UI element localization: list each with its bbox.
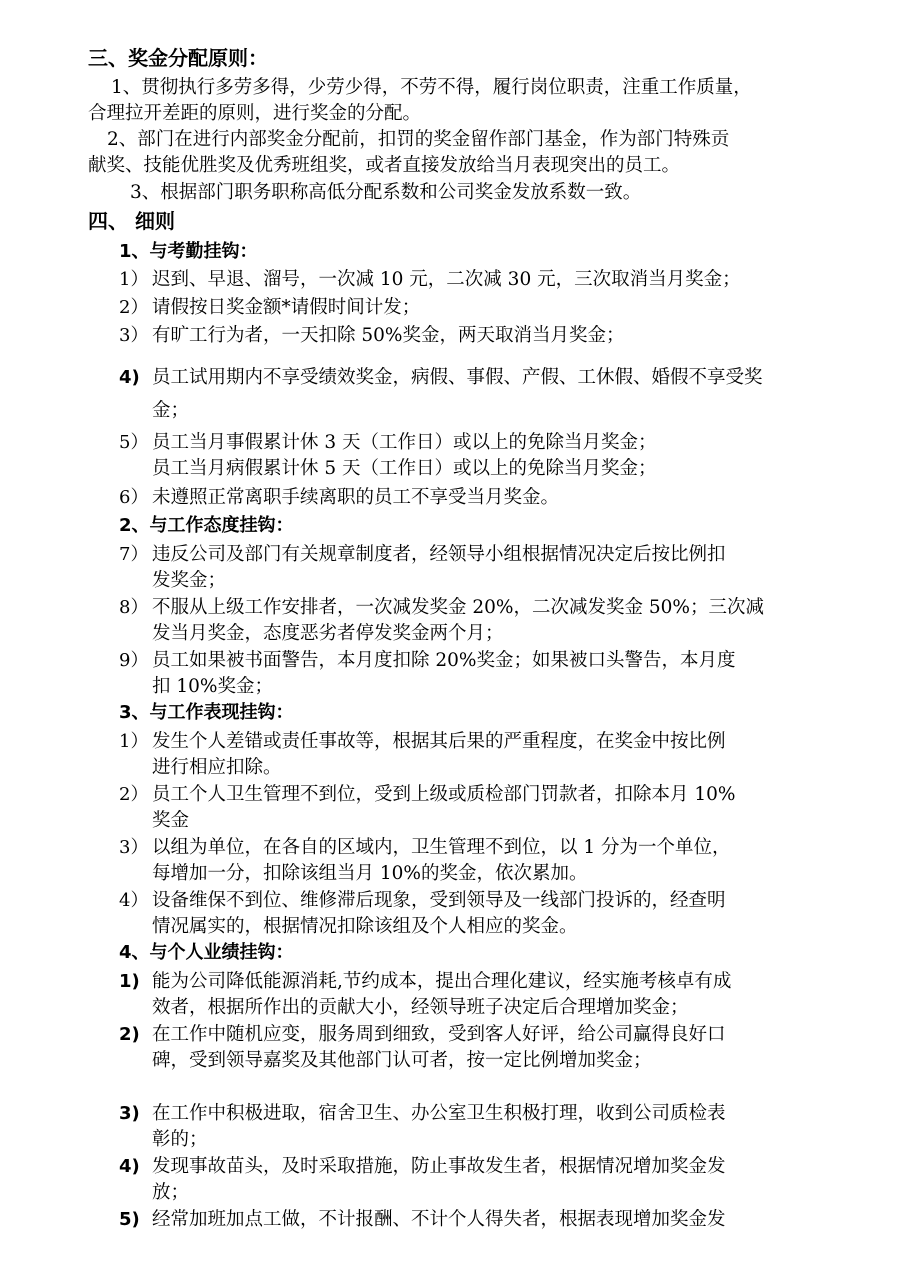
g4-item-2-line1: 在工作中随机应变，服务周到细致，受到客人好评，给公司赢得良好口: [152, 1024, 726, 1045]
g1-item-1-text: 迟到、早退、溜号，一次减 10 元，二次减 30 元，三次取消当月奖金；: [152, 269, 741, 290]
g3-item-4-num: 4）: [119, 890, 149, 911]
section-3-title: 三、奖金分配原则：: [88, 46, 268, 70]
g3-item-1-line1: 发生个人差错或责任事故等，根据其后果的严重程度，在奖金中按比例: [152, 731, 726, 752]
g2-item-9-num: 9）: [119, 650, 149, 671]
section-4-title: 四、 细则: [88, 209, 175, 233]
g2-item-8-line1: 不服从上级工作安排者，一次减发奖金 20%，二次减发奖金 50%；三次减: [152, 597, 765, 618]
g4-item-4-line1: 发现事故苗头，及时采取措施，防止事故发生者，根据情况增加奖金发: [152, 1156, 726, 1177]
g4-item-1-line2: 效者，根据所作出的贡献大小，经领导班子决定后合理增加奖金；: [152, 997, 689, 1018]
g2-item-8-line2: 发当月奖金，态度恶劣者停发奖金两个月；: [152, 623, 504, 644]
g4-item-4-line2: 放；: [152, 1182, 190, 1203]
g3-item-2-line1: 员工个人卫生管理不到位，受到上级或质检部门罚款者，扣除本月 10%: [152, 784, 736, 805]
group-2-title: 2、与工作态度挂钩：: [119, 515, 294, 536]
g1-item-3-text: 有旷工行为者，一天扣除 50%奖金，两天取消当月奖金；: [152, 325, 625, 346]
g1-item-2-text: 请假按日奖金额*请假时间计发；: [152, 297, 421, 318]
g3-item-4-line1: 设备维保不到位、维修滞后现象，受到领导及一线部门投诉的，经查明: [152, 890, 726, 911]
g1-item-6-text: 未遵照正常离职手续离职的员工不享受当月奖金。: [152, 487, 560, 508]
g4-item-3-num: 3): [119, 1103, 140, 1124]
sec3-p1-line1: 1、贯彻执行多劳多得，少劳少得，不劳不得，履行岗位职责，注重工作质量，: [111, 77, 752, 98]
g4-item-5-num: 5): [119, 1209, 140, 1230]
g3-item-2-line2: 奖金: [152, 810, 190, 831]
g1-item-2-num: 2）: [119, 297, 149, 318]
g4-item-2-num: 2): [119, 1024, 140, 1045]
g4-item-4-num: 4): [119, 1156, 140, 1177]
g1-item-3-num: 3）: [119, 325, 149, 346]
g3-item-3-line2: 每增加一分，扣除该组当月 10%的奖金，依次累加。: [152, 863, 588, 884]
g4-item-2-line2: 碑，受到领导嘉奖及其他部门认可者，按一定比例增加奖金；: [152, 1050, 652, 1071]
sec3-p2-line1: 2、部门在进行内部奖金分配前，扣罚的奖金留作部门基金，作为部门特殊贡: [107, 129, 730, 150]
g3-item-3-num: 3）: [119, 837, 149, 858]
g1-item-4-num: 4): [119, 367, 140, 388]
g4-item-1-line1: 能为公司降低能源消耗,节约成本，提出合理化建议，经实施考核卓有成: [152, 971, 732, 992]
sec3-p3: 3、根据部门职务职称高低分配系数和公司奖金发放系数一致。: [130, 182, 642, 203]
group-3-title: 3、与工作表现挂钩：: [119, 702, 294, 723]
g3-item-2-num: 2）: [119, 784, 149, 805]
g1-item-5-num: 5）: [119, 432, 149, 453]
g2-item-8-num: 8）: [119, 597, 149, 618]
g4-item-5-line1: 经常加班加点工做，不计报酬、不计个人得失者，根据表现增加奖金发: [152, 1209, 726, 1230]
g2-item-9-line1: 员工如果被书面警告，本月度扣除 20%奖金；如果被口头警告，本月度: [152, 650, 736, 671]
g2-item-7-line2: 发奖金；: [152, 570, 227, 591]
g1-item-4-line1: 员工试用期内不享受绩效奖金，病假、事假、产假、工休假、婚假不享受奖: [152, 367, 763, 388]
group-1-title: 1、与考勤挂钩：: [119, 241, 258, 262]
g3-item-4-line2: 情况属实的，根据情况扣除该组及个人相应的奖金。: [152, 916, 578, 937]
g4-item-3-line2: 彰的；: [152, 1129, 208, 1150]
g3-item-3-line1: 以组为单位，在各自的区域内，卫生管理不到位，以 1 分为一个单位，: [152, 837, 731, 858]
sec3-p2-line2: 献奖、技能优胜奖及优秀班组奖，或者直接发放给当月表现突出的员工。: [88, 155, 681, 176]
g1-item-4-line2: 金；: [152, 400, 190, 421]
g3-item-1-line2: 进行相应扣除。: [152, 757, 282, 778]
sec3-p1-line2: 合理拉开差距的原则，进行奖金的分配。: [88, 103, 422, 124]
g3-item-1-num: 1）: [119, 731, 149, 752]
g2-item-7-line1: 违反公司及部门有关规章制度者，经领导小组根据情况决定后按比例扣: [152, 544, 726, 565]
g1-item-5-line1: 员工当月事假累计休 3 天（工作日）或以上的免除当月奖金；: [152, 432, 657, 453]
group-4-title: 4、与个人业绩挂钩：: [119, 942, 294, 963]
g4-item-3-line1: 在工作中积极进取，宿舍卫生、办公室卫生积极打理，收到公司质检表: [152, 1103, 726, 1124]
g2-item-9-line2: 扣 10%奖金；: [152, 676, 274, 697]
g2-item-7-num: 7）: [119, 544, 149, 565]
g1-item-6-num: 6）: [119, 487, 149, 508]
g1-item-5-line2: 员工当月病假累计休 5 天（工作日）或以上的免除当月奖金；: [152, 458, 657, 479]
g1-item-1-num: 1）: [119, 269, 149, 290]
g4-item-1-num: 1): [119, 971, 140, 992]
